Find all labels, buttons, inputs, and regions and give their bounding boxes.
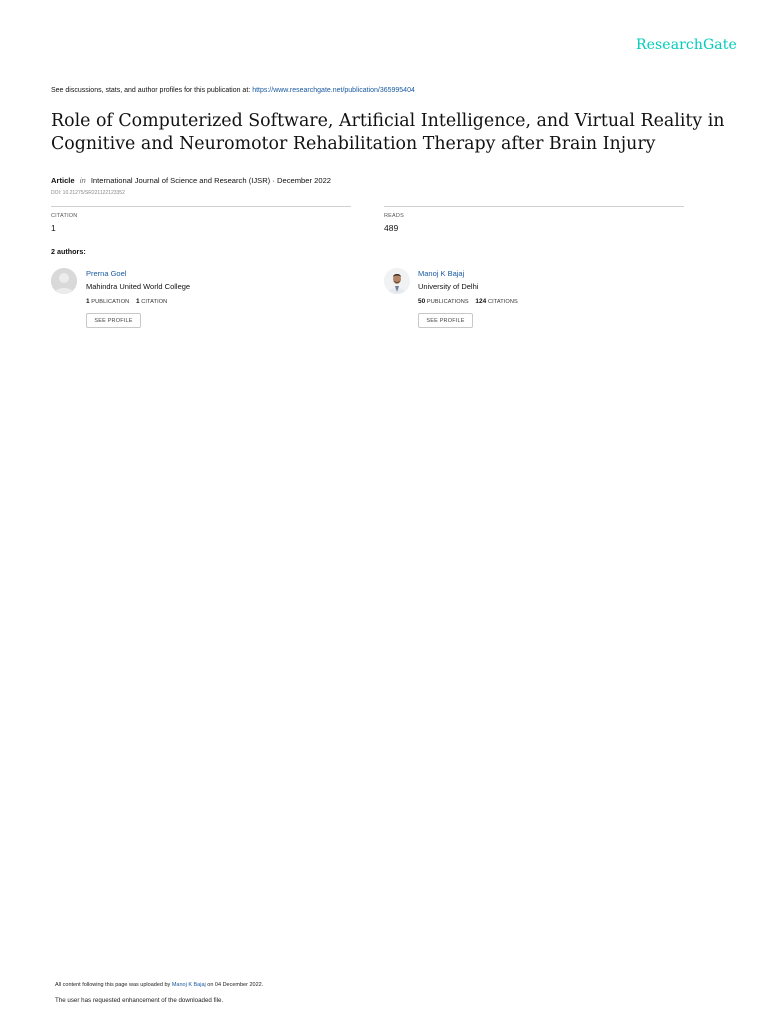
publications-count: 50: [418, 298, 426, 305]
author-institution: Mahindra United World College: [86, 282, 191, 291]
publications-label: PUBLICATIONS: [426, 299, 469, 305]
article-in: in: [79, 176, 86, 185]
publications-count: 1: [86, 298, 90, 305]
request-note: The user has requested enhancement of the downloaded file.: [55, 997, 224, 1004]
researchgate-logo[interactable]: ResearchGate: [636, 37, 737, 53]
article-meta: [51, 176, 331, 185]
author-stats: [418, 298, 518, 305]
see-profile-button[interactable]: SEE PROFILE: [418, 313, 473, 328]
author-name[interactable]: Prerna Goel: [86, 269, 127, 278]
article-type: Article: [51, 176, 75, 185]
citations-label: CITATIONS: [487, 299, 518, 305]
reads-count: 489: [384, 223, 399, 233]
uploader-link[interactable]: Manoj K Bajaj: [171, 982, 206, 988]
author-institution: University of Delhi: [418, 282, 479, 291]
upload-prefix: All content following this page was uploaded by: [55, 982, 171, 988]
avatar[interactable]: [384, 268, 410, 294]
upload-suffix: on 04 December 2022.: [207, 982, 264, 988]
author-stats: [86, 298, 167, 305]
divider-left: [51, 206, 351, 207]
divider-right: [384, 206, 684, 207]
citations-count: 1: [135, 298, 140, 305]
reads-label: READS: [384, 213, 404, 219]
citations-label: CITATION: [141, 299, 168, 305]
default-avatar-icon: [51, 268, 77, 294]
citation-count: 1: [51, 223, 56, 233]
photo-avatar: [384, 268, 410, 294]
discussion-prefix: See discussions, stats, and author profiles for this publication at:: [51, 87, 251, 94]
authors-heading: 2 authors:: [51, 247, 86, 256]
page-title: Role of Computerized Software, Artificial Intelligence, and Virtual Reality in Cognitive and Neuromotor Rehabilitation Therapy after Brain Injury: [51, 111, 725, 154]
meta-separator: ·: [272, 176, 275, 185]
publications-label: PUBLICATION: [91, 299, 130, 305]
discussion-line: [51, 87, 415, 94]
upload-note: [55, 982, 263, 988]
doi: DOI: 10.21275/SR221122123352: [51, 190, 125, 196]
author-name[interactable]: Manoj K Bajaj: [418, 269, 465, 278]
publication-link[interactable]: https://www.researchgate.net/publication/365995404: [252, 87, 415, 94]
journal-name: International Journal of Science and Research (IJSR): [90, 176, 271, 185]
see-profile-button[interactable]: SEE PROFILE: [86, 313, 141, 328]
avatar[interactable]: [51, 268, 77, 294]
citations-count: 124: [475, 298, 487, 305]
citation-label: CITATION: [51, 213, 78, 219]
article-date: December 2022: [277, 176, 332, 185]
